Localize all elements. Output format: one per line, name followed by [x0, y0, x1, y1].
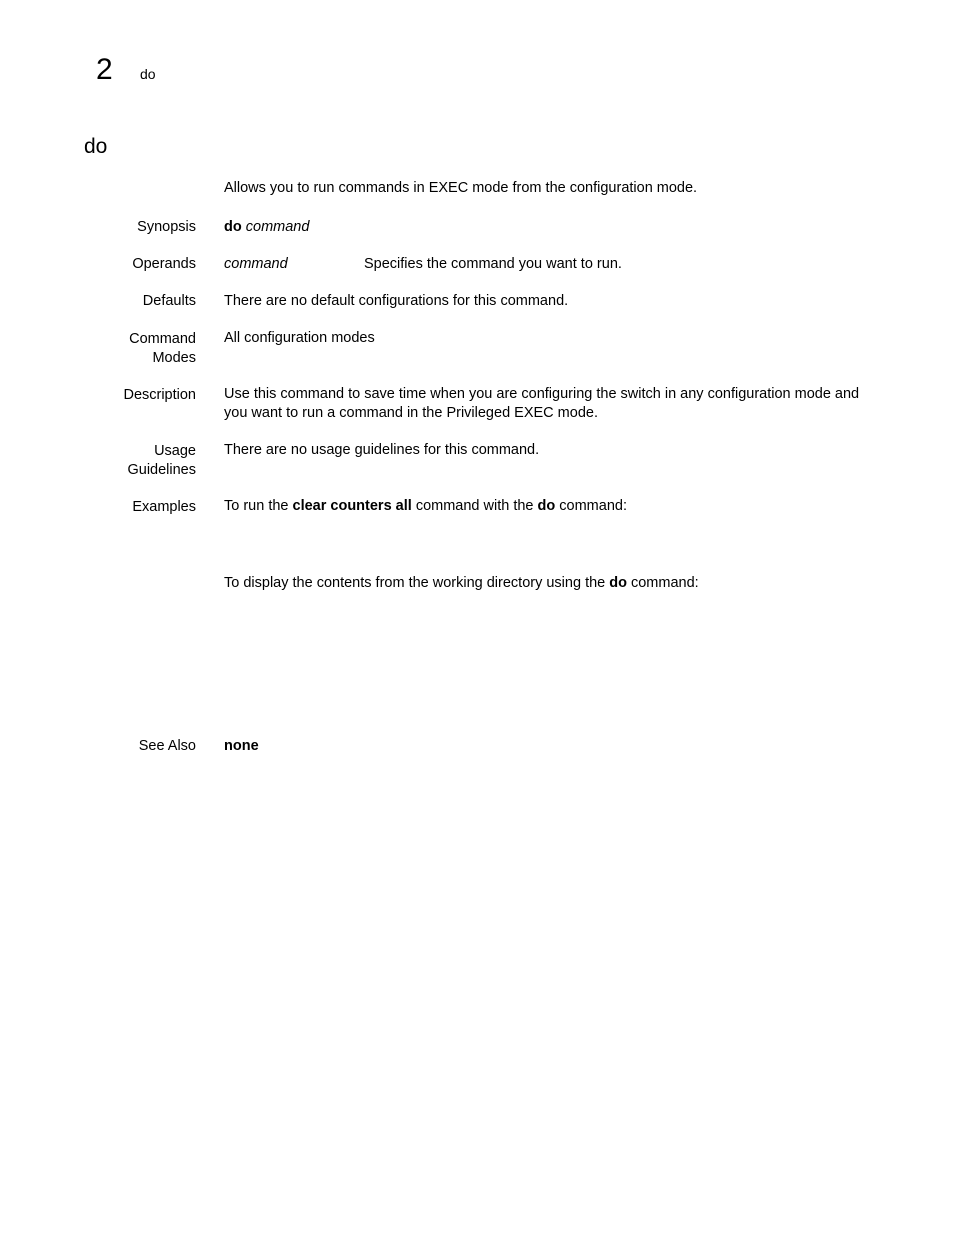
description-line1: Use this command to save time when you are configuring the switch in any configuration mode and [224, 386, 860, 402]
example-1-mid: command with the [411, 498, 538, 514]
usage-text: There are no usage guidelines for this command. [224, 442, 540, 458]
operand-name: command [224, 256, 288, 272]
command-modes-text: All configuration modes [224, 330, 375, 346]
description-line2: you want to run a command in the Privileged EXEC mode. [224, 405, 598, 421]
operands-label: Operands [132, 256, 196, 272]
example-1 [224, 497, 884, 516]
example-2-do: do [609, 575, 627, 591]
synopsis-label: Synopsis [137, 219, 196, 235]
intro-text: Allows you to run commands in EXEC mode from the configuration mode. [224, 180, 698, 196]
chapter-number: 2 [96, 53, 113, 86]
example-1-post: command: [555, 498, 627, 514]
example-2-pre: To display the contents from the working directory using the [224, 575, 610, 591]
usage-label-line1: Usage [154, 443, 196, 459]
synopsis-command: do [224, 219, 242, 235]
defaults-text: There are no default configurations for this command. [224, 293, 569, 309]
example-1-do: do [537, 498, 556, 514]
example-1-command: clear counters all [292, 498, 412, 514]
see-also-text: none [224, 738, 259, 754]
operand-description: Specifies the command you want to run. [364, 256, 622, 272]
example-2-post: command: [626, 575, 699, 591]
synopsis-text [224, 218, 884, 237]
command-modes-label-line1: Command [129, 331, 196, 347]
defaults-label: Defaults [142, 293, 196, 309]
description-label: Description [123, 387, 196, 403]
running-title: do [140, 66, 156, 82]
see-also-label: See Also [138, 738, 196, 754]
example-1-pre: To run the [224, 498, 293, 514]
synopsis-argument: command [245, 219, 310, 235]
section-title: do [84, 135, 108, 158]
examples-label: Examples [132, 499, 196, 515]
example-2 [224, 574, 884, 593]
command-modes-label-line2: Modes [152, 350, 196, 366]
usage-label-line2: Guidelines [127, 462, 196, 478]
